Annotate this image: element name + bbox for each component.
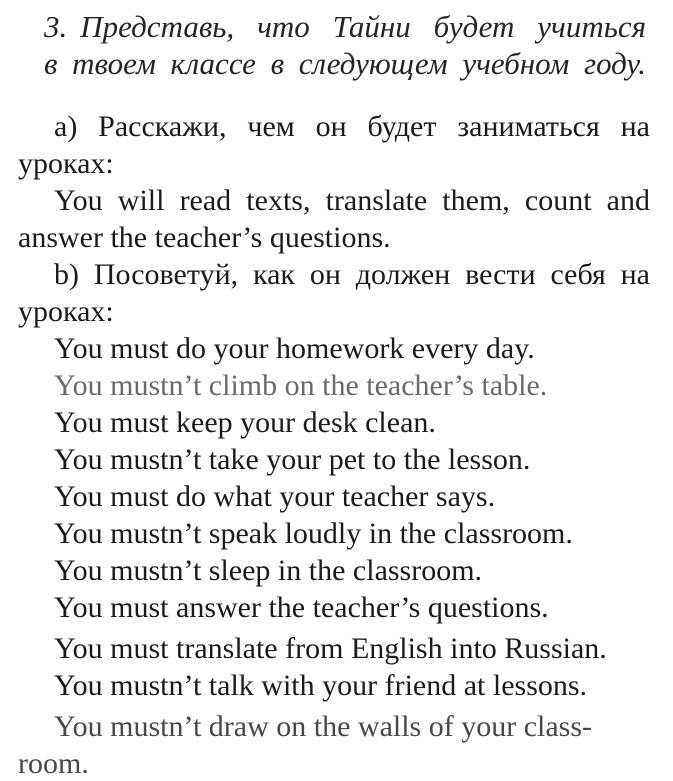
rule-sentence: You mustn’t sleep in the classroom. bbox=[54, 554, 483, 587]
rule-sentence: You mustn’t talk with your friend at lessons. bbox=[54, 669, 588, 702]
section-b-prompt: b) Посоветуй, как он должен вести себя на bbox=[54, 258, 650, 291]
rule-sentence-continuation: room. bbox=[18, 747, 89, 780]
rule-sentence: You mustn’t climb on the teacher’s table. bbox=[54, 369, 548, 402]
rule-sentence: You must answer the teacher’s questions. bbox=[54, 591, 549, 624]
rule-sentence: You must do what your teacher says. bbox=[54, 480, 496, 513]
rule-sentence: You mustn’t take your pet to the lesson. bbox=[54, 443, 531, 476]
rules-list bbox=[18, 330, 650, 781]
section-b-prompt-continuation: уроках: bbox=[18, 295, 114, 328]
rule-sentence: You must keep your desk clean. bbox=[54, 406, 436, 439]
rule-sentence: You mustn’t draw on the walls of your class- bbox=[54, 710, 593, 743]
section-a-answer-continuation: answer the teacher’s questions. bbox=[18, 221, 391, 254]
exercise-heading-line-1 bbox=[44, 8, 646, 45]
rule-sentence: You must do your homework every day. bbox=[54, 332, 535, 365]
rule-sentence: You mustn’t speak loudly in the classroom. bbox=[54, 517, 573, 550]
rule-sentence: You must translate from English into Russian. bbox=[54, 632, 607, 665]
exercise-number: 3. bbox=[44, 9, 68, 44]
exercise-heading-text: Представь, что Тайни будет учиться bbox=[80, 9, 646, 44]
section-a-prompt: а) Расскажи, чем он будет заниматься на bbox=[54, 110, 650, 143]
exercise-heading bbox=[44, 8, 646, 82]
section-a-answer: You will read texts, translate them, count and bbox=[54, 184, 650, 217]
section-a-prompt-continuation: уроках: bbox=[18, 147, 114, 180]
exercise-heading-line-2: в твоем классе в следующем учебном году. bbox=[44, 46, 646, 81]
